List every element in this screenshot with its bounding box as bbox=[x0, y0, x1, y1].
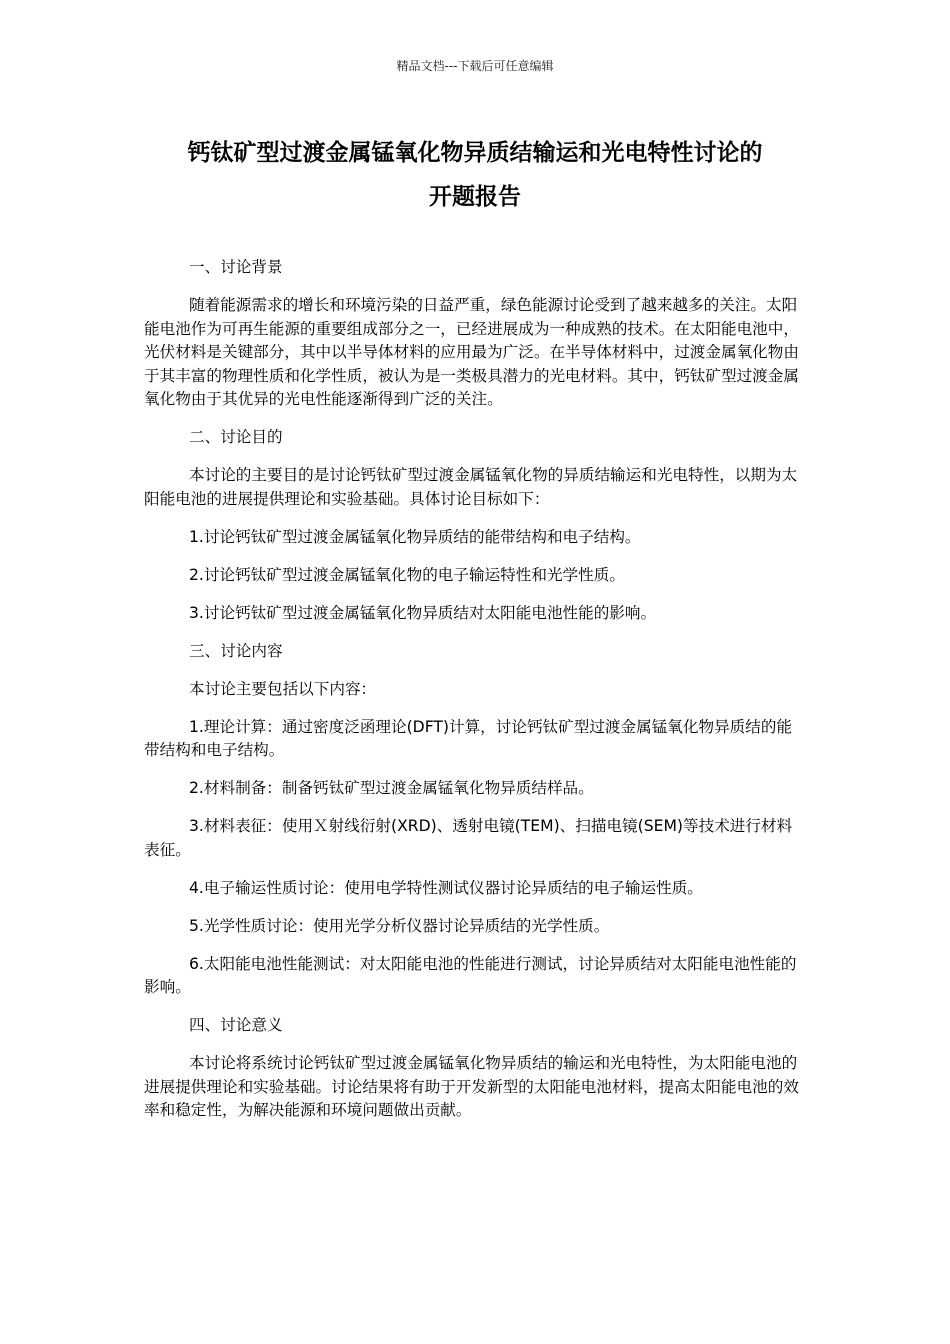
title-line-1: 钙钛矿型过渡金属锰氧化物异质结输运和光电特性讨论的 bbox=[187, 140, 763, 166]
document-body bbox=[144, 256, 806, 1137]
content-item-6: 6.太阳能电池性能测试：对太阳能电池的性能进行测试，讨论异质结对太阳能电池性能的影响。 bbox=[144, 954, 797, 996]
content-item-1: 1.理论计算：通过密度泛函理论(DFT)计算，讨论钙钛矿型过渡金属锰氧化物异质结的能带结构和电子结构。 bbox=[144, 717, 793, 759]
purpose-goal-2: 2.讨论钙钛矿型过渡金属锰氧化物的电子输运特性和光学性质。 bbox=[189, 565, 625, 584]
section-heading-background: 一、讨论背景 bbox=[189, 258, 283, 276]
content-item-4: 4.电子输运性质讨论：使用电学特性测试仪器讨论异质结的电子输运性质。 bbox=[189, 878, 703, 897]
purpose-goal-3: 3.讨论钙钛矿型过渡金属锰氧化物异质结对太阳能电池性能的影响。 bbox=[189, 603, 657, 622]
content-item-2: 2.材料制备：制备钙钛矿型过渡金属锰氧化物异质结样品。 bbox=[189, 779, 594, 797]
purpose-paragraph: 本讨论的主要目的是讨论钙钛矿型过渡金属锰氧化物的异质结输运和光电特性，以期为太阳能电池的进展提供理论和实验基础。具体讨论目标如下： bbox=[144, 466, 798, 508]
page-header-note: 精品文档---下载后可任意编辑 bbox=[396, 59, 554, 73]
section-heading-content: 三、讨论内容 bbox=[189, 641, 283, 660]
content-item-3: 3.材料表征：使用Ｘ射线衍射(XRD)、透射电镜(TEM)、扫描电镜(SEM)等技术进行材料表征。 bbox=[144, 817, 793, 859]
content-intro: 本讨论主要包括以下内容： bbox=[189, 679, 377, 698]
document-title bbox=[140, 131, 810, 219]
content-item-5: 5.光学性质讨论：使用光学分析仪器讨论异质结的光学性质。 bbox=[189, 916, 610, 935]
section-heading-significance: 四、讨论意义 bbox=[189, 1016, 283, 1034]
section-heading-purpose: 二、讨论目的 bbox=[189, 428, 283, 446]
title-line-2: 开题报告 bbox=[429, 184, 521, 210]
purpose-goal-1: 1.讨论钙钛矿型过渡金属锰氧化物异质结的能带结构和电子结构。 bbox=[189, 527, 641, 546]
significance-paragraph: 本讨论将系统讨论钙钛矿型过渡金属锰氧化物异质结的输运和光电特性，为太阳能电池的进展提供理论和实验基础。讨论结果将有助于开发新型的太阳能电池材料，提高太阳能电池的效率和稳定性，为解决能源和环境问题做出贡献。 bbox=[144, 1054, 799, 1119]
background-paragraph: 随着能源需求的增长和环境污染的日益严重，绿色能源讨论受到了越来越多的关注。太阳能电池作为可再生能源的重要组成部分之一，已经进展成为一种成熟的技术。在太阳能电池中，光伏材料是关键部分，其中以半导体材料的应用最为广泛。在半导体材料中，过渡金属氧化物由于其丰富的物理性质和化学性质，被认为是一类极具潜力的光电材料。其中，钙钛矿型过渡金属氧化物由于其优异的光电性能逐渐得到广泛的关注。 bbox=[144, 296, 799, 408]
